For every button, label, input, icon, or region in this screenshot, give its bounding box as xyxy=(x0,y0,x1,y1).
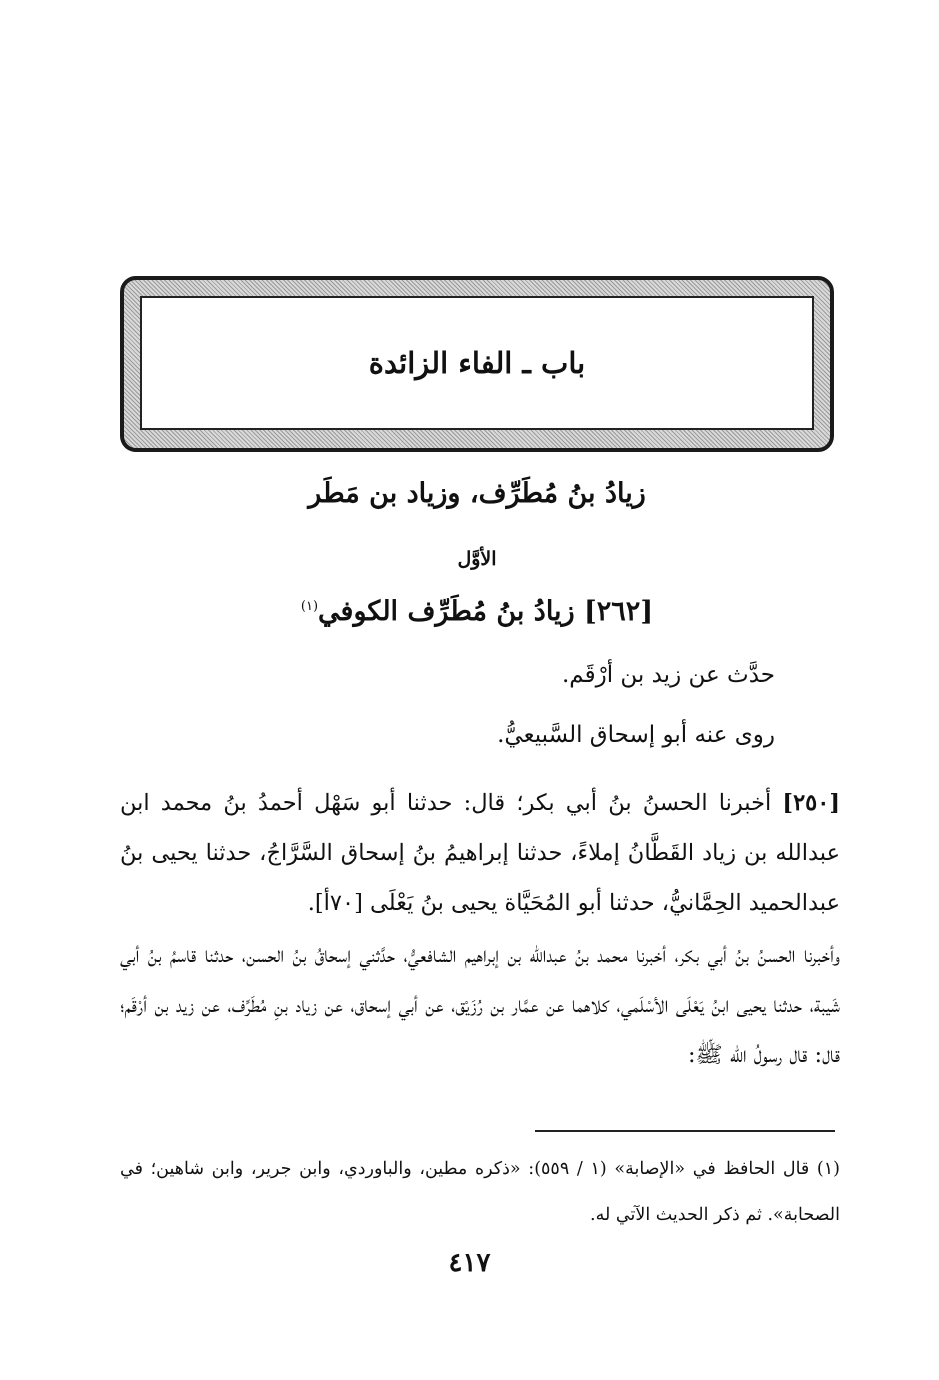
chapter-title: باب ـ الفاء الزائدة xyxy=(368,346,586,380)
footnote: (١) قال الحافظ في «الإصابة» (١ / ٥٥٩): «ذكره مطين، والباوردي، وابن جرير، وابن شاهين؛ في الصحابة». ثم ذكر الحديث الآتي له. xyxy=(120,1159,840,1225)
narration-line-1: حدَّث عن زيد بن أرْقَم. xyxy=(561,662,775,688)
chapter-frame-inner xyxy=(140,296,814,430)
hadith-number: [٢٥٠] xyxy=(782,790,840,816)
narration-line-2: روى عنه أبو إسحاق السَّبيعيُّ. xyxy=(497,722,775,748)
biography-title xyxy=(120,596,834,627)
biography-title-text: [٢٦٢] زيادُ بنُ مُطَرِّف الكوفي xyxy=(318,596,654,627)
footnote-marker: (١) xyxy=(300,599,319,614)
page-number: ٤١٧ xyxy=(448,1248,491,1278)
section-label: الأوَّل xyxy=(457,548,497,570)
hadith-paragraph-2: وأخبرنا الحسنُ بنُ أبي بكر، أخبرنا محمد بنُ عبدالله بن إبراهيم الشافعيُّ، حدَّثني إسحاقُ بنُ الحسن، حدثنا قاسمُ بنُ أبي شَيبة، حدثنا يحيى ابنُ يَعْلَى الأسْلَمي، كلاهما عن عمَّار بن رُزَيْق، عن أبي إسحاق، عن زياد بنِ مُطَرِّف، عن زيد بن أرْقَم؛ قال: قال رسولُ الله ﷺ: xyxy=(120,942,840,1068)
entry-heading: زيادُ بنُ مُطَرِّف، وزياد بن مَطَر xyxy=(308,478,646,509)
hadith-paragraph-1 xyxy=(120,778,840,928)
hadith-paragraph-1-text: أخبرنا الحسنُ بنُ أبي بكر؛ قال: حدثنا أبو سَهْل أحمدُ بنُ محمد ابن عبدالله بن زياد القَطَّانُ إملاءً، حدثنا إبراهيمُ بنُ إسحاق السَّرَّاجُ، حدثنا يحيى بنُ عبدالحميد الحِمَّانيُّ، حدثنا أبو المُحَيَّاة يحيى بنُ يَعْلَى [٧٠أ]. xyxy=(120,790,840,916)
chapter-frame xyxy=(120,276,834,452)
footnote-separator xyxy=(535,1130,835,1132)
